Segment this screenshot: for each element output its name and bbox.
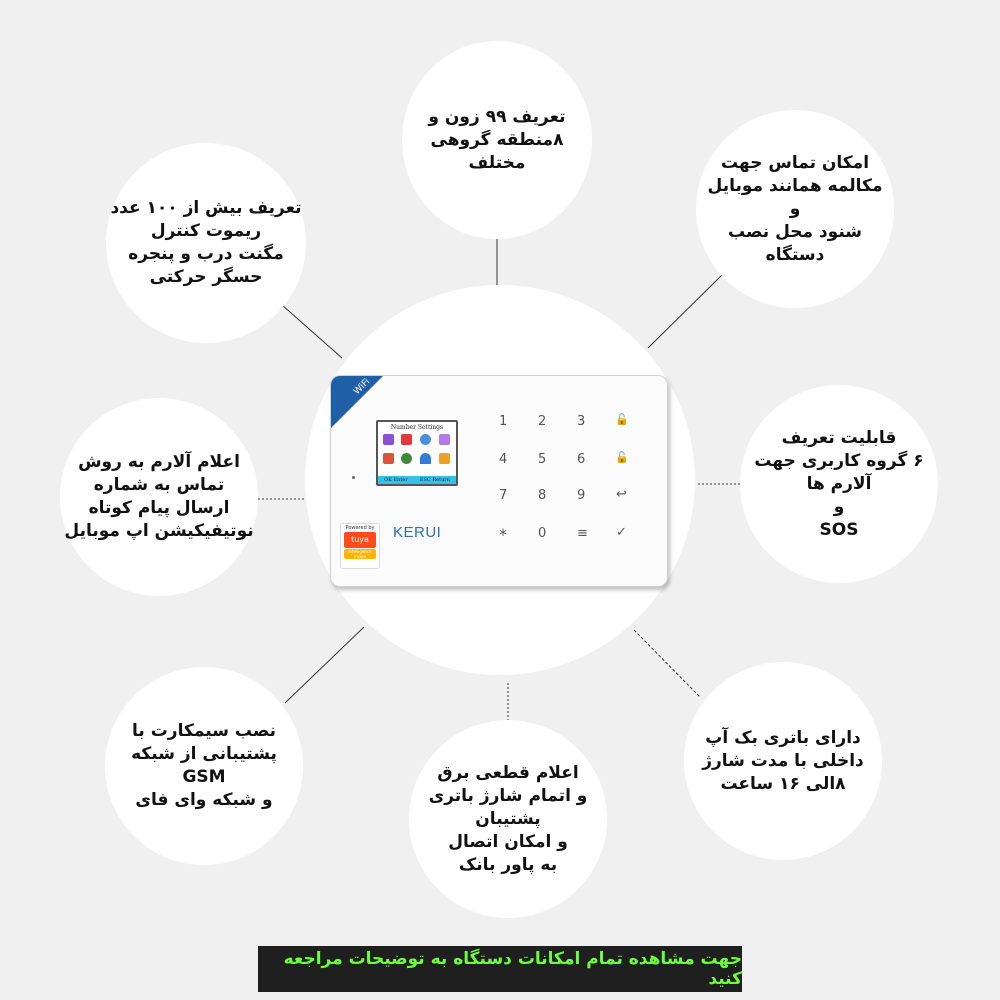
feature-text: دارای باتری بک آپ داخلی با مدت شارژ ۸الی ۱۶ ساعت bbox=[702, 727, 864, 794]
feature-text: اعلام آلارم به روش تماس به شماره ارسال پیام کوتاه نوتیفیکیشن اپ موبایل bbox=[64, 452, 254, 541]
key-3[interactable]: 3 bbox=[577, 414, 586, 429]
key-star[interactable]: * bbox=[499, 525, 507, 544]
grid-icon bbox=[383, 434, 394, 445]
image-icon bbox=[439, 453, 450, 464]
feature-bubble-users bbox=[740, 385, 938, 583]
gift-icon bbox=[401, 434, 412, 445]
screen-title: Number Settings bbox=[390, 424, 444, 431]
screen-softkey-bar bbox=[378, 476, 456, 484]
feature-text: تعریف بیش از ۱۰۰ عدد ریموت کنترل مگنت درب و پنجره حسگر حرکتی bbox=[110, 198, 302, 287]
feature-text: امکان تماس جهت مکالمه همانند موبایل و شنود محل نصب دستگاه bbox=[707, 152, 883, 265]
feature-text: تعریف ۹۹ زون و ۸منطقه گروهی مختلف bbox=[428, 106, 566, 173]
key-5[interactable]: 5 bbox=[538, 452, 547, 467]
feature-bubble-battery bbox=[684, 662, 882, 860]
screen-ok-label: OK Enter bbox=[384, 477, 408, 483]
key-2[interactable]: 2 bbox=[538, 414, 547, 429]
feature-text: اعلام قطعی برق و اتمام شارژ باتری پشتیبان و امکان اتصال به پاور بانک bbox=[428, 762, 588, 875]
tuya-tagline: intelligence inside bbox=[344, 549, 376, 559]
screen-esc-label: ESC Return bbox=[419, 477, 450, 483]
key-4[interactable]: 4 bbox=[499, 452, 508, 467]
feature-bubble-remotes bbox=[106, 143, 306, 343]
tuya-powered-by: Powered by bbox=[345, 525, 375, 531]
feature-bubble-notify bbox=[60, 398, 258, 596]
feature-bubble-call bbox=[696, 110, 894, 308]
key-9[interactable]: 9 bbox=[577, 488, 586, 503]
tuya-badge bbox=[340, 523, 380, 569]
feature-text: نصب سیمکارت با پشتیبانی از شبکه GSM و شبکه وای فای bbox=[131, 721, 277, 810]
feature-bubble-power bbox=[409, 720, 607, 918]
alarm-panel-device bbox=[330, 375, 668, 587]
feature-text: قابلیت تعریف ۶ گروه کاربری جهت آلارم ها و SOS bbox=[754, 427, 924, 540]
key-unlock-1[interactable]: 🔓 bbox=[615, 413, 629, 426]
wifi-icon: WiFi bbox=[352, 377, 373, 397]
key-menu[interactable]: ≡ bbox=[577, 526, 588, 541]
clock-icon bbox=[401, 453, 412, 464]
banner-text: جهت مشاهده تمام امکانات دستگاه به توضیحات مراجعه کنید bbox=[283, 949, 742, 989]
lcd-screen bbox=[376, 420, 458, 486]
feature-bubble-zones bbox=[402, 41, 592, 239]
brand-logo: KERUI bbox=[393, 524, 442, 541]
key-0[interactable]: 0 bbox=[538, 526, 547, 541]
key-back[interactable]: ↩ bbox=[616, 487, 627, 502]
gear-icon bbox=[420, 434, 431, 445]
bottom-banner bbox=[258, 946, 742, 992]
key-confirm[interactable]: ✓ bbox=[616, 525, 627, 540]
radio-icon bbox=[383, 453, 394, 464]
key-7[interactable]: 7 bbox=[499, 488, 508, 503]
key-6[interactable]: 6 bbox=[577, 452, 586, 467]
tuya-logo: tuya bbox=[344, 532, 376, 548]
mic-icon bbox=[439, 434, 450, 445]
key-unlock-2[interactable]: 🔓 bbox=[615, 451, 629, 464]
key-1[interactable]: 1 bbox=[499, 414, 508, 429]
wifi-signal-icon bbox=[420, 453, 431, 464]
feature-bubble-sim bbox=[105, 667, 303, 865]
status-led bbox=[352, 476, 355, 479]
key-8[interactable]: 8 bbox=[538, 488, 547, 503]
